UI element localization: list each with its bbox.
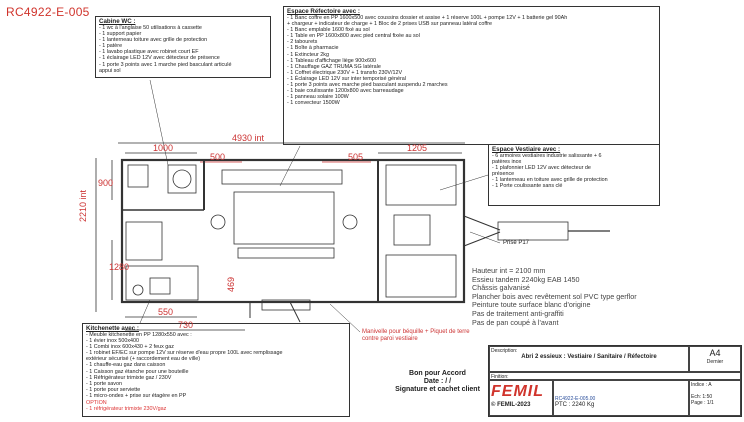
- kitchenette-line: - Meuble kitchenette en PP 1280x550 avec :: [86, 332, 192, 338]
- kitchenette-line: - 1 Réfrigérateur trimixte gaz / 230V: [86, 374, 172, 381]
- spec-line: Châssis galvanisé: [472, 283, 530, 293]
- approval-block: [390, 370, 485, 394]
- refectoire-table: [234, 192, 334, 244]
- vestiaire-line: - 1 lanterneau en toiture avec grille de protection: [492, 177, 608, 184]
- wc-title: Cabine WC :: [99, 18, 136, 25]
- ptc: PTC : 2240 Kg: [555, 402, 595, 408]
- wc-line: - 1 porte 3 points avec 1 marche pied basculant articulé: [99, 61, 232, 68]
- refectoire-line: - 1 Éclairage LED 12V sur inter temporisé général: [287, 75, 406, 82]
- vestiaire-line: - 1 plafonnier LED 12V avec détecteur de: [492, 165, 591, 172]
- drawbar-upper: [464, 216, 500, 230]
- prise-note: Prise P17: [503, 240, 530, 246]
- description-label: Description:: [491, 348, 518, 354]
- spec-line: Peinture toute surface blanc d'origine: [472, 300, 591, 310]
- kitchenette-line: - 1 Caisson gaz étanche pour une bouteille: [86, 368, 189, 375]
- vestiaire-line: présence: [492, 171, 515, 178]
- kitchenette-option-title: OPTION: [86, 400, 107, 407]
- refectoire-line: - 1 Boîte à pharmacie: [287, 45, 339, 52]
- copyright: © FEMIL-2023: [491, 402, 531, 408]
- finition-label: Finition:: [491, 374, 509, 380]
- kitchenette-line: - 1 robinet EF/EC sur pompe 12V sur réserve d'eau propre 100L avec remplissage: [86, 350, 283, 357]
- manivelle-note: Manivelle pour béquille + Piquet de terre contre paroi vestiaire: [362, 329, 470, 342]
- wc-line: - 1 lanterneau toiture avec grille de protection: [99, 37, 208, 44]
- wc-line: - 1 lavabo plastique avec robinet court EF: [99, 49, 199, 56]
- refectoire-line: - 1 Extincteur 2kg: [287, 51, 329, 58]
- refectoire-line: - 2 tabourets: [287, 39, 318, 46]
- page-number: Page : 1/1: [691, 400, 714, 406]
- size-cell: [689, 346, 741, 372]
- lockers-bottom: [386, 255, 456, 297]
- drawbar-lower: [464, 232, 500, 246]
- refectoire-line: + chargeur + indicateur de charge + 1 Bloc de 2 prises USB sur panneau latéral coffre: [287, 21, 493, 28]
- dimension-total-text: 4930 int: [232, 133, 265, 143]
- approval-title: Bon pour Accord: [409, 370, 466, 377]
- vestiaire-line: - 6 armoires vestiaires industrie salissante + 6: [492, 153, 602, 159]
- refectoire-line: - 1 baie coulissante 1200x800 avec barreaudage: [287, 88, 404, 95]
- vestiaire-line: - 1 Porte coulissante sans clé: [492, 183, 563, 190]
- approval-signature: Signature et cachet client: [395, 386, 480, 393]
- kitchenette-line: - 1 porte pour serviette: [86, 386, 141, 393]
- kitchenette-line: - 1 Combi inox 600x430 + 2 feux gaz: [86, 344, 174, 351]
- leader-refectoire: [280, 146, 300, 186]
- refectoire-line: - 1 Banc emplable 1600 fixé au sol: [287, 27, 370, 34]
- leader-manivelle: [330, 304, 360, 332]
- wc-line: - 1 patère: [99, 43, 123, 50]
- kitchen-sink: [150, 278, 170, 294]
- wc-line: - 1 éclairage LED 12V avec détecteur de présence: [99, 55, 220, 62]
- refectoire-line: - 1 panneau solaire 100W: [287, 94, 349, 101]
- refectoire-line: - 1 Table en PP 1600x800 avec pied central fixée au sol: [287, 33, 420, 40]
- refectoire-line: - 1 Chauffage GAZ TRUMA SG latérale: [287, 63, 381, 70]
- wc-line: - 1 support papier: [99, 31, 142, 38]
- kitchenette-title: Kitchenette avec :: [86, 325, 139, 332]
- approval-date: Date : / /: [423, 378, 452, 385]
- wc-washbasin: [128, 165, 148, 187]
- kitchenette-line: - 1 évier inox 500x400: [86, 338, 140, 345]
- dimension-height-text: 2210 int: [78, 189, 88, 222]
- refectoire-title: Espace Réfectoire avec :: [287, 8, 360, 15]
- spec-line: Hauteur int = 2100 mm: [472, 266, 546, 275]
- ref-cell: [553, 380, 689, 416]
- kitchenette-line: - 1 chauffe-eau gaz dans caisson: [86, 362, 166, 369]
- kitchen-cabinet: [126, 222, 162, 260]
- femil-logo: FEMIL: [491, 383, 544, 400]
- wc-line: - 1 wc à l'anglaise 50 utilisations à cassette: [99, 25, 202, 31]
- toilet-bowl: [173, 170, 191, 188]
- dernier-label: Dernier: [706, 359, 724, 365]
- brand-cell: [489, 380, 553, 416]
- refectoire-line: - 1 convecteur 1500W: [287, 100, 340, 107]
- refectoire-line: - 1 porte 3 points avec marche pied basculant suspendu 2 marches: [287, 82, 448, 89]
- document-reference: RC4922-E-005: [6, 5, 90, 19]
- description-value: Abri 2 essieux : Vestiaire / Sanitaire / Réfectoire: [521, 354, 657, 360]
- refectoire-line: - 1 Banc coffre en PP 1600x500 avec coussins dossier et assise + 1 réserve 100L + pompe 12V + 1 batterie gel 90Ah: [287, 15, 568, 21]
- stool-left: [211, 215, 225, 229]
- finition-cell: [489, 372, 741, 380]
- scale-cell: [689, 380, 741, 416]
- kitchenette-line: - 1 micro-ondes + prise sur étagère en PP: [86, 392, 187, 399]
- title-block: [488, 345, 742, 417]
- dimension-900-text: 900: [98, 178, 114, 188]
- dimension-505-text: 505: [348, 152, 364, 162]
- leader-kitchen: [140, 300, 150, 323]
- ref-small: RC4922-E-005.00: [555, 396, 596, 402]
- page-size: A4: [709, 348, 721, 358]
- dimension-469-text: 469: [226, 276, 236, 292]
- dimension-1000-text: 1000: [153, 143, 174, 153]
- jockey-wheel: [498, 222, 568, 240]
- spec-line: Plancher bois avec revêtement sol PVC type gerflor: [472, 291, 637, 301]
- lockers-top: [386, 165, 456, 205]
- vestiaire-line: patères inox: [492, 159, 522, 166]
- dimension-500-text: 500: [210, 152, 226, 162]
- refectoire-bench-bottom: [238, 248, 334, 258]
- vestiaire-skylight: [394, 215, 430, 245]
- wc-line: appui sol: [99, 67, 121, 74]
- indice: Indice : A: [691, 382, 712, 388]
- dimension-550-text: 550: [158, 307, 174, 317]
- dimension-1205-text: 1205: [407, 143, 428, 153]
- vestiaire-title: Espace Vestiaire avec :: [492, 146, 561, 153]
- gas-burner: [133, 285, 143, 295]
- kitchenette-option-line: - 1 réfrigérateur trimixte 230V/gaz: [86, 406, 167, 413]
- dimension-730-text: 730: [178, 320, 194, 330]
- spec-line: Pas de pan coupé à l'avant: [472, 317, 559, 327]
- spec-line: Pas de traitement anti-graffiti: [472, 308, 564, 318]
- stool-right: [343, 215, 357, 229]
- wc-toilet: [168, 165, 196, 193]
- kitchenette-line: extérieur sécurisé (+ raccordement eau de ville): [86, 356, 201, 363]
- kitchenette-line: - 1 porte savon: [86, 380, 122, 387]
- dimension-1280-text: 1280: [109, 262, 130, 272]
- refectoire-line: - 1 Tableau d'affichage liège 900x600: [287, 57, 376, 64]
- scale: Ech: 1:50: [691, 394, 713, 400]
- description-cell: [489, 346, 689, 372]
- bequille: [290, 302, 300, 322]
- refectoire-line: - 1 Coffret électrique 230V + 1 transfo 230V/12V: [287, 69, 403, 76]
- spec-line: Essieu tandem 2240kg EAB 1450: [472, 274, 580, 284]
